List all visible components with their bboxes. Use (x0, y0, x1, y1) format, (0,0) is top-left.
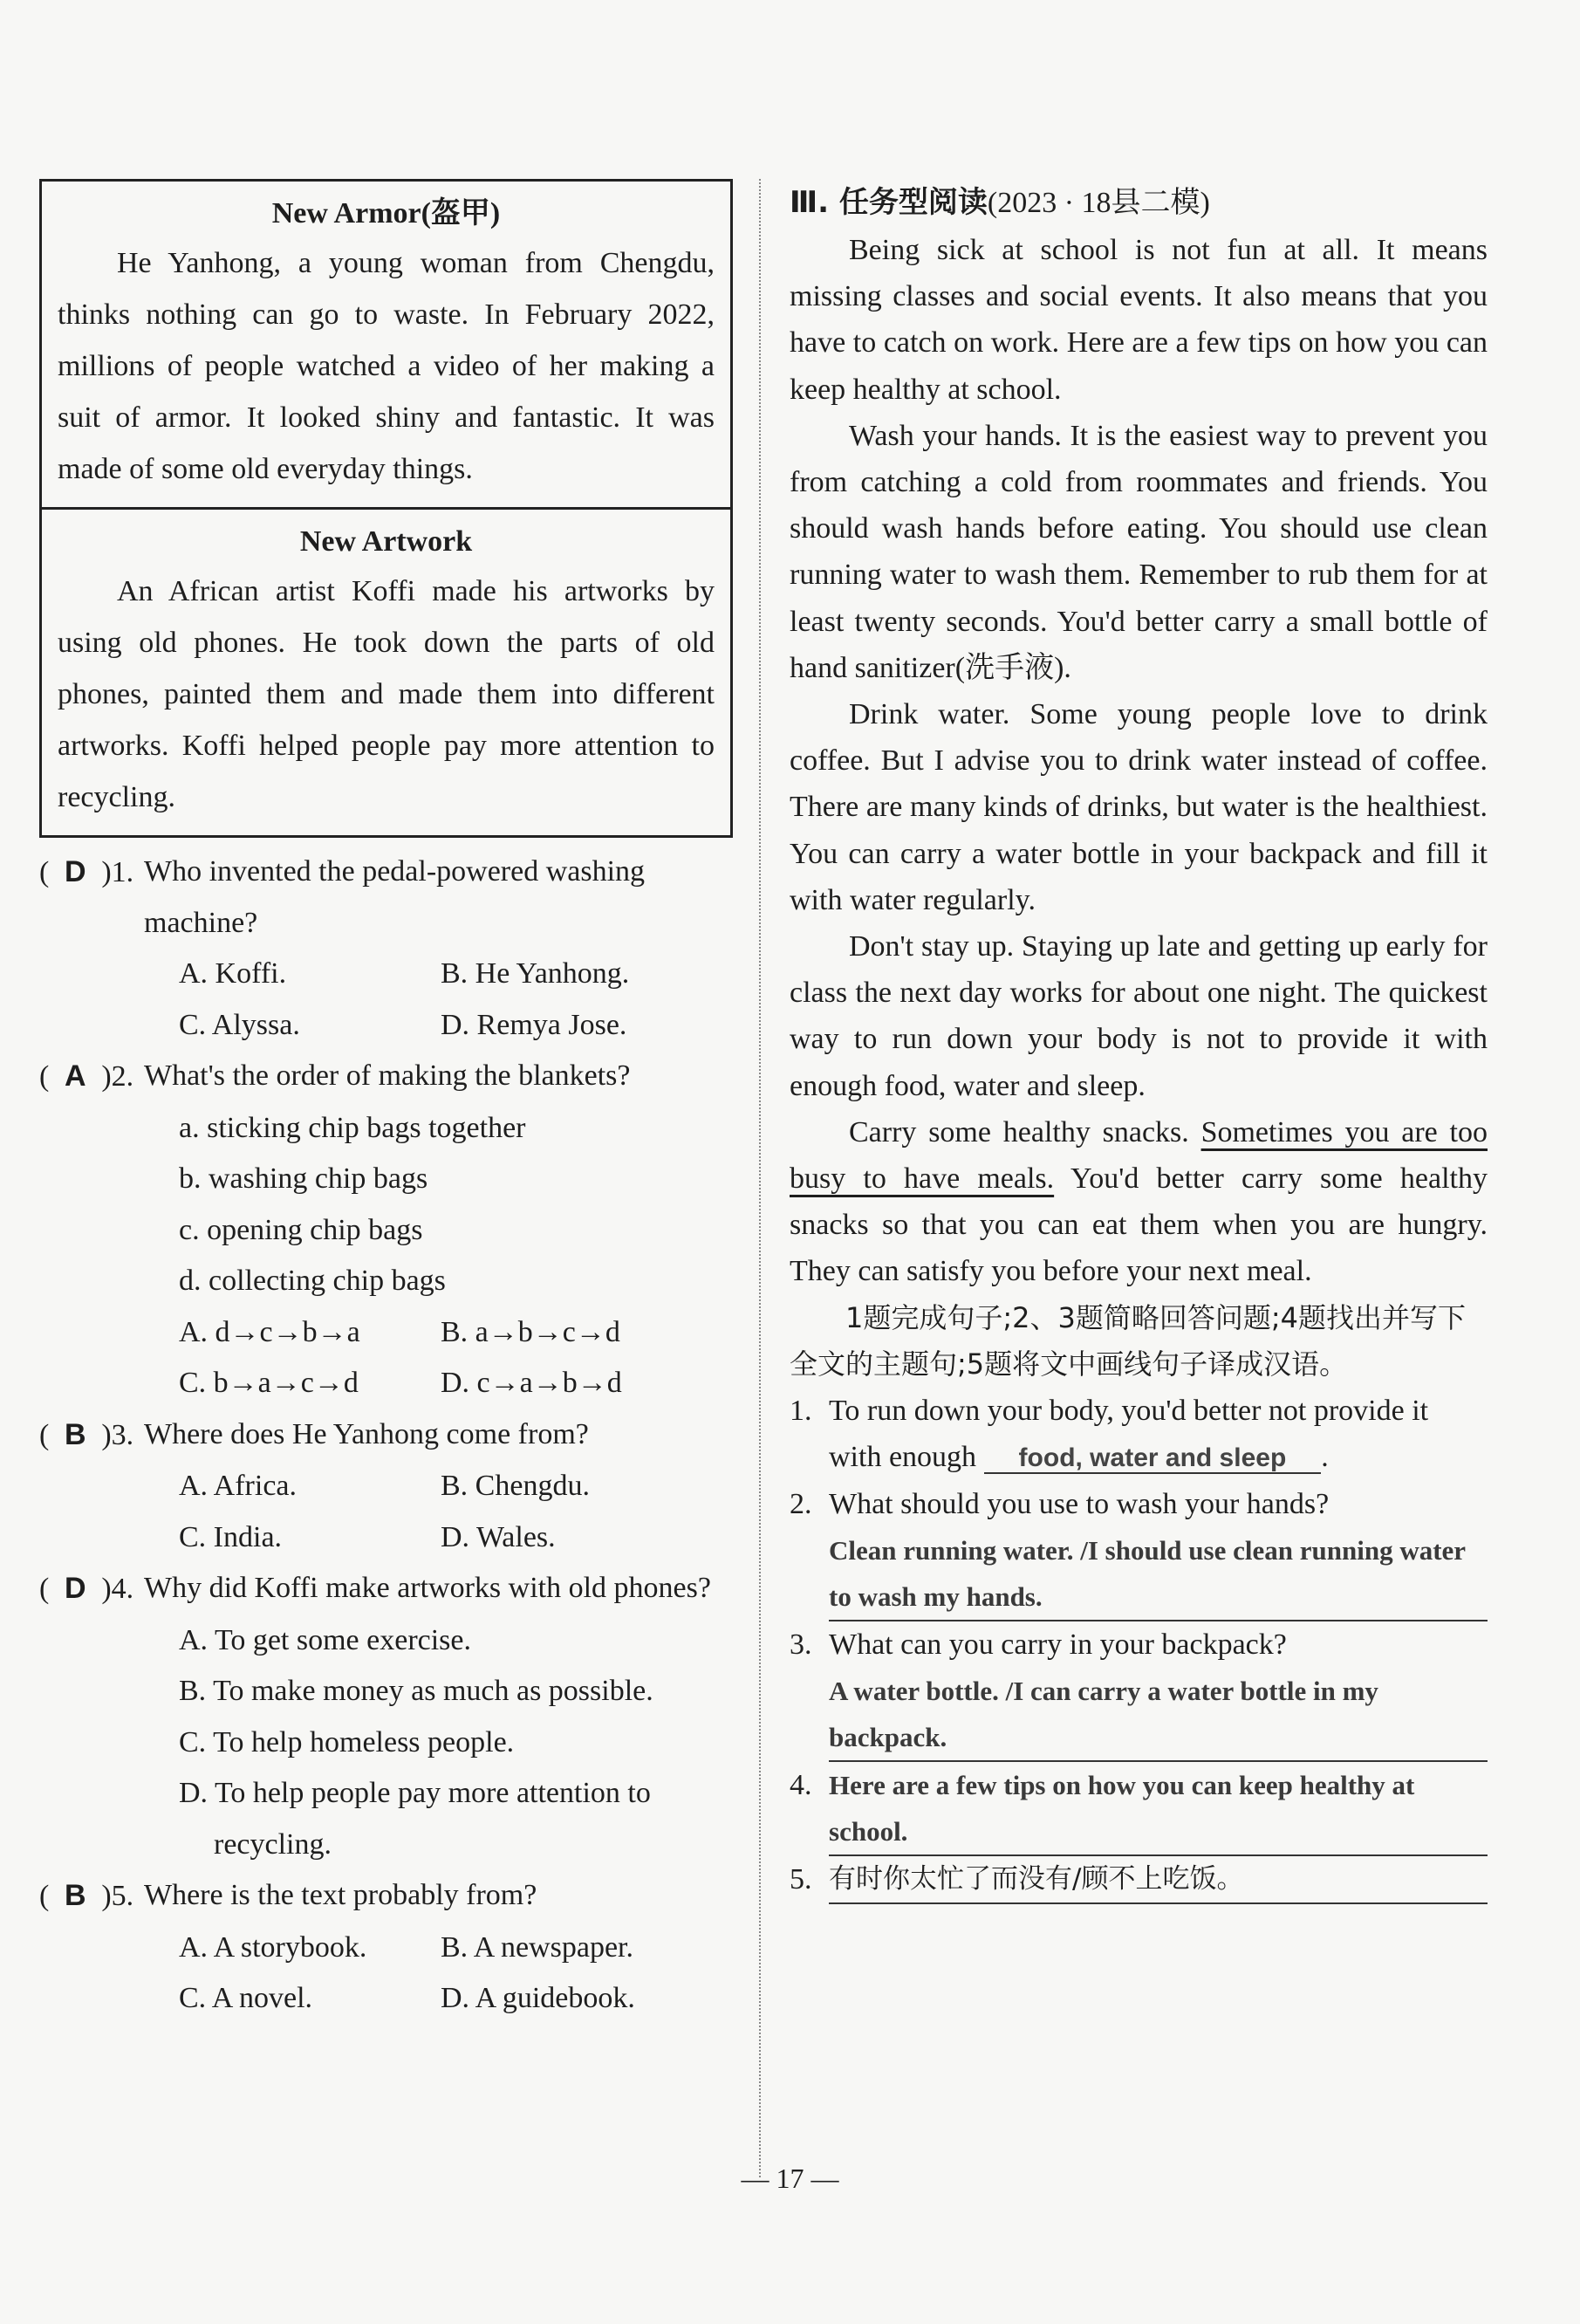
right-column (790, 179, 1488, 1904)
task-2: 2. What should you use to wash your hands? Clean running water. /I should use clean running water to wash my hands. (790, 1481, 1488, 1621)
option: D. To help people pay more attention to recycling. (179, 1777, 651, 1861)
option: A. Africa. (179, 1470, 298, 1502)
answer-mark: A (65, 1059, 86, 1093)
underlined-sentence: Sometimes you are too busy to have meals. (790, 1115, 1488, 1196)
box-title: New Artwork (299, 525, 473, 558)
question-text: Who invented the pedal-powered washing machine? (144, 855, 646, 939)
task-text: What can you carry in your backpack? (829, 1628, 1287, 1661)
sub-item: d. collecting chip bags (179, 1265, 446, 1297)
written-answer: 有时你太忙了而没有/顾不上吃饭。 (829, 1856, 1488, 1904)
option: B. He Yanhong. (441, 957, 630, 990)
box-section-artwork (42, 507, 730, 835)
box-body: He Yanhong, a young woman from Chengdu, thinks nothing can go to waste. In February 2022, millions of people watched a video of her making a suit of armor. It looked shiny and fantastic. It was made of some old everyday things. (58, 247, 715, 485)
option: C. To help homeless people. (179, 1725, 515, 1758)
question-1: ( D )1. Who invented the pedal-powered washing machine? A. Koffi. B. He Yanhong. C. Alyssa. D. Remya Jose. (39, 847, 733, 1051)
paragraph: Being sick at school is not fun at all. It means missing classes and social events. It also means that you have to catch on work. Here are a few tips on how you can keep healthy at school. (790, 234, 1488, 406)
paragraph: Don't stay up. Staying up late and getting up early for class the next day works for about one night. The quickest way to run down your body is not to provide it with enough food, water and sleep. (790, 930, 1488, 1102)
box-title: New Armor(盔甲) (271, 197, 501, 230)
option: D. Wales. (441, 1520, 556, 1553)
option: D. Remya Jose. (441, 1008, 627, 1041)
option: B. a→b→c→d (441, 1315, 620, 1348)
answer-mark: D (65, 855, 86, 888)
column-divider (759, 179, 761, 2177)
reading-box (39, 179, 733, 838)
question-text: Why did Koffi make artworks with old phones? (144, 1572, 711, 1604)
paragraph-last: Carry some healthy snacks. Sometimes you are too busy to have meals. You'd better carry some healthy snacks so that you can eat them when you are hungry. They can satisfy you before your next meal. (790, 1115, 1488, 1288)
question-4: ( D )4. Why did Koffi make artworks with old phones? A. To get some exercise. B. To make money as much as possible. C. To help homeless people. D. To help people pay more attention to recycling. (39, 1563, 733, 1870)
task-1: 1. To run down your body, you'd better not provide it with enough food, water and sleep . (790, 1394, 1429, 1473)
section-heading: Ⅲ. 任务型阅读(2023 · 18县二模) (790, 185, 1210, 220)
option: C. b→a→c→d (179, 1367, 359, 1399)
question-text: Where does He Yanhong come from? (144, 1417, 589, 1450)
option: D. A guidebook. (441, 1982, 635, 2014)
question-3: ( B )3. Where does He Yanhong come from? A. Africa. B. Chengdu. C. India. D. Wales. (39, 1409, 733, 1564)
option: C. A novel. (179, 1982, 313, 2014)
task-text: To run down your body, you'd better not provide it with enough (829, 1394, 1429, 1473)
answer-mark: B (65, 1417, 86, 1451)
answer-mark: D (65, 1572, 86, 1605)
task-5: 5. 有时你太忙了而没有/顾不上吃饭。 (790, 1856, 1488, 1904)
written-answer: Clean running water. /I should use clean running water to wash my hands. (829, 1527, 1488, 1621)
option: C. Alyssa. (179, 1008, 300, 1041)
page-number: — 17 — (741, 2163, 839, 2194)
answer-blank: food, water and sleep (984, 1443, 1322, 1474)
option: B. A newspaper. (441, 1930, 633, 1964)
option: C. India. (179, 1520, 283, 1553)
sub-item: c. opening chip bags (179, 1213, 423, 1246)
option: A. d→c→b→a (179, 1315, 360, 1348)
option: B. To make money as much as possible. (179, 1675, 653, 1707)
question-5: ( B )5. Where is the text probably from? A. A storybook. B. A newspaper. C. A novel. D. A guidebook. (39, 1870, 733, 2025)
option: D. c→a→b→d (441, 1367, 622, 1399)
section-source: (2023 · 18县二模) (987, 187, 1210, 219)
task-4: 4. Here are a few tips on how you can keep healthy at school. (790, 1762, 1488, 1856)
written-answer: A water bottle. /I can carry a water bottle in my backpack. (829, 1668, 1488, 1762)
task-instructions: 1题完成句子;2、3题简略回答问题;4题找出并写下全文的主题句;5题将文中画线句子译成汉语。 (790, 1300, 1467, 1381)
task-3: 3. What can you carry in your backpack? A water bottle. /I can carry a water bottle in my backpack. (790, 1621, 1488, 1762)
option: A. A storybook. (179, 1930, 367, 1964)
box-section-armor (42, 182, 730, 507)
option: B. Chengdu. (441, 1470, 590, 1502)
task-text: What should you use to wash your hands? (829, 1487, 1330, 1520)
question-text: Where is the text probably from? (144, 1879, 537, 1911)
box-body: An African artist Koffi made his artworks by using old phones. He took down the parts of old phones, painted them and made them into different artworks. Koffi helped people pay more attention to recycling. (58, 575, 715, 813)
written-answer: Here are a few tips on how you can keep healthy at school. (829, 1762, 1488, 1856)
option: A. To get some exercise. (179, 1623, 472, 1656)
answer-mark: B (65, 1879, 86, 1912)
question-2: ( A )2. What's the order of making the blankets? a. sticking chip bags together b. washing chip bags c. opening chip bags d. collecting chip bags A. d→c→b→a B. a→b→c→d C. b→a→c→d D. c→a→b→d (39, 1051, 733, 1409)
question-text: What's the order of making the blankets? (144, 1059, 631, 1092)
left-column (39, 179, 733, 2025)
paragraph: Wash your hands. It is the easiest way to prevent you from catching a cold from roommates and friends. You should wash hands before eating. You should use clean running water to wash them. Remember to rub them for at least twenty seconds. You'd better carry a small bottle of hand sanitizer(洗手液). (790, 419, 1488, 684)
paragraph: Drink water. Some young people love to drink coffee. But I advise you to drink water instead of coffee. There are many kinds of drinks, but water is the healthiest. You can carry a water bottle in your backpack and fill it with water regularly. (790, 698, 1488, 916)
sub-item: a. sticking chip bags together (179, 1111, 526, 1144)
sub-item: b. washing chip bags (179, 1162, 428, 1195)
option: A. Koffi. (179, 957, 287, 990)
